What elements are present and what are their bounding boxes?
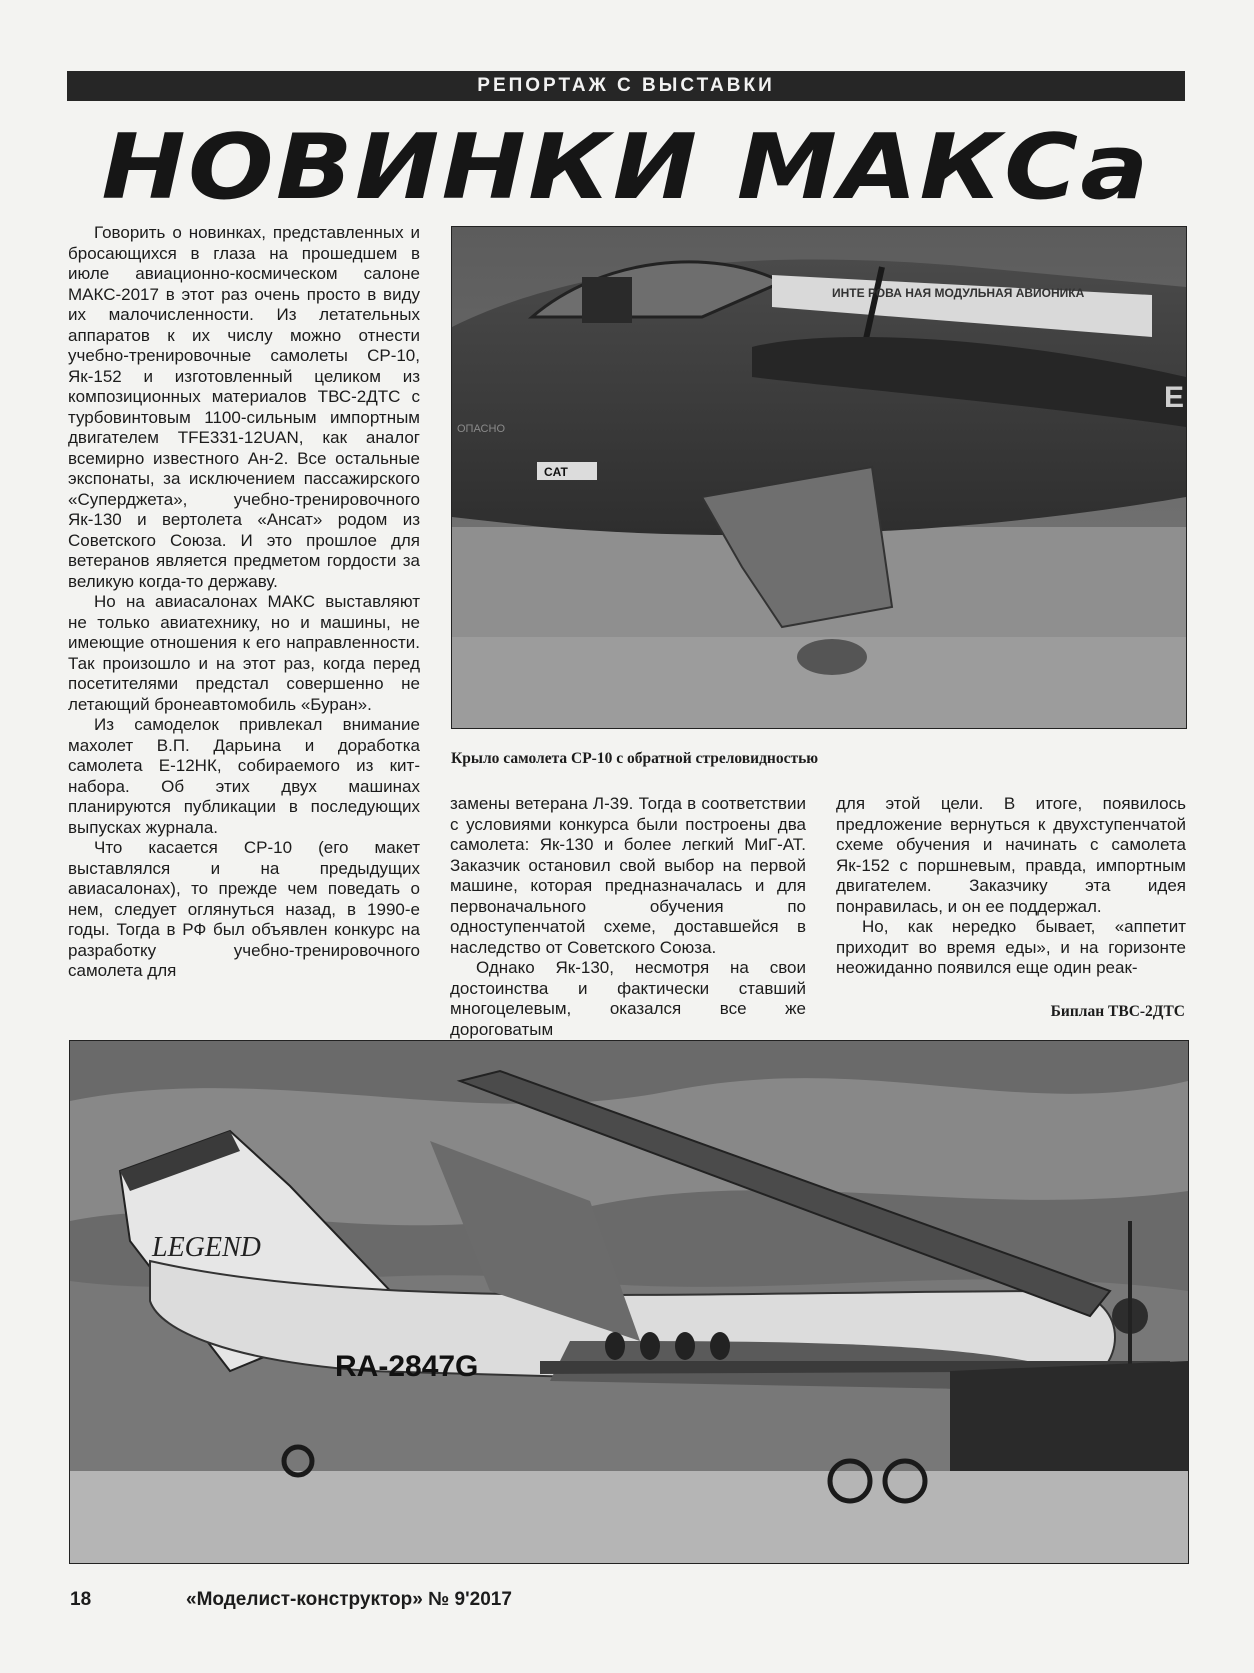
photo2-brand-text: LEGEND	[152, 1232, 261, 1263]
photo1-banner-text: ИНТЕ РОВА НАЯ МОДУЛЬНАЯ АВИОНИКА	[832, 286, 1085, 300]
paragraph: замены ветерана Л-39. Тогда в соответствии с условиями конкурса были построены два самолета: Як-130 и более легкий МиГ-АТ. Заказчик остановил свой выбор на первой машине, которая предназначалась и для первоначального обучения по одноступенчатой схеме, доставшейся в наследство от Советского Союза.	[450, 794, 806, 957]
paragraph: Из самоделок привлекал внимание махолет В.П. Дарьина и доработка самолета Е-12НК, собираемого из кит-набора. Об этих двух машинах планируются публикации в последующих выпусках журнала.	[68, 715, 420, 837]
photo-sr10-wing	[451, 226, 1187, 729]
headline: НОВИНКИ МАКСа	[101, 115, 1151, 220]
photo1-warning-text: ОПАСНО	[457, 423, 506, 435]
paragraph: Что касается СР-10 (его макет выставлялся и на предыдущих авиасалонах), то прежде чем поведать о нем, следует оглянуться назад, в 1990-е годы. Тогда в РФ был объявлен конкурс на разработку учебно-тренировочного самолета для	[68, 838, 420, 980]
section-band: РЕПОРТАЖ С ВЫСТАВКИ	[67, 71, 1185, 101]
paragraph: Однако Як-130, несмотря на свои достоинства и фактически ставший многоцелевым, оказался все же дороговатым	[450, 958, 806, 1039]
article-column-1	[68, 223, 420, 982]
page-number: 18	[70, 1589, 92, 1610]
paragraph: Но, как нередко бывает, «аппетит приходит во время еды», и на горизонте неожиданно появился еще один реак-	[836, 917, 1186, 977]
paragraph: Но на авиасалонах МАКС выставляют не только авиатехнику, но и машины, не имеющие отношения к его направленности. Так произошло и на этот раз, когда перед посетителями предстал совершенно не летающий бронеавтомобиль «Буран».	[68, 592, 420, 714]
photo1-letter-text: E	[1164, 381, 1185, 414]
photo-caption: Крыло самолета СР-10 с обратной стреловидностью	[451, 750, 819, 767]
paragraph: Говорить о новинках, представленных и бросающихся в глаза на прошедшем в июле авиационно-космическом салоне МАКС-2017 в этот раз очень просто в виду их малочисленности. Из летательных аппаратов к их числу можно отнести учебно-тренировочные самолеты СР-10, Як-152 и изготовленный целиком из композиционных материалов ТВС-2ДТС с турбовинтовым 1100-сильным импортным двигателем TFE331-12UAN, как аналог всемирно известного Ан-2. Все остальные экспонаты, за исключением пассажирского «Суперджета», учебно-тренировочного Як-130 и вертолета «Ансат» родом из Советского Союза. И это прошлое для ветеранов является предметом гордости за великую когда-то державу.	[68, 223, 420, 591]
journal-name: «Моделист-конструктор» № 9'2017	[186, 1589, 512, 1610]
photo-tvs2dts-biplane	[69, 1040, 1189, 1564]
photo1-logo-text: CAT	[544, 465, 568, 479]
article-column-3	[836, 794, 1186, 979]
photo2-registration-text: RA-2847G	[335, 1350, 479, 1383]
paragraph: для этой цели. В итоге, появилось предложение вернуться к двухступенчатой схеме обучения и начинать с самолета Як-152 с поршневым, правда, импортным двигателем. Заказчику эта идея понравилась, и он ее поддержал.	[836, 794, 1186, 916]
photo-caption: Биплан ТВС-2ДТС	[1050, 1003, 1185, 1020]
article-column-2	[450, 794, 806, 1040]
